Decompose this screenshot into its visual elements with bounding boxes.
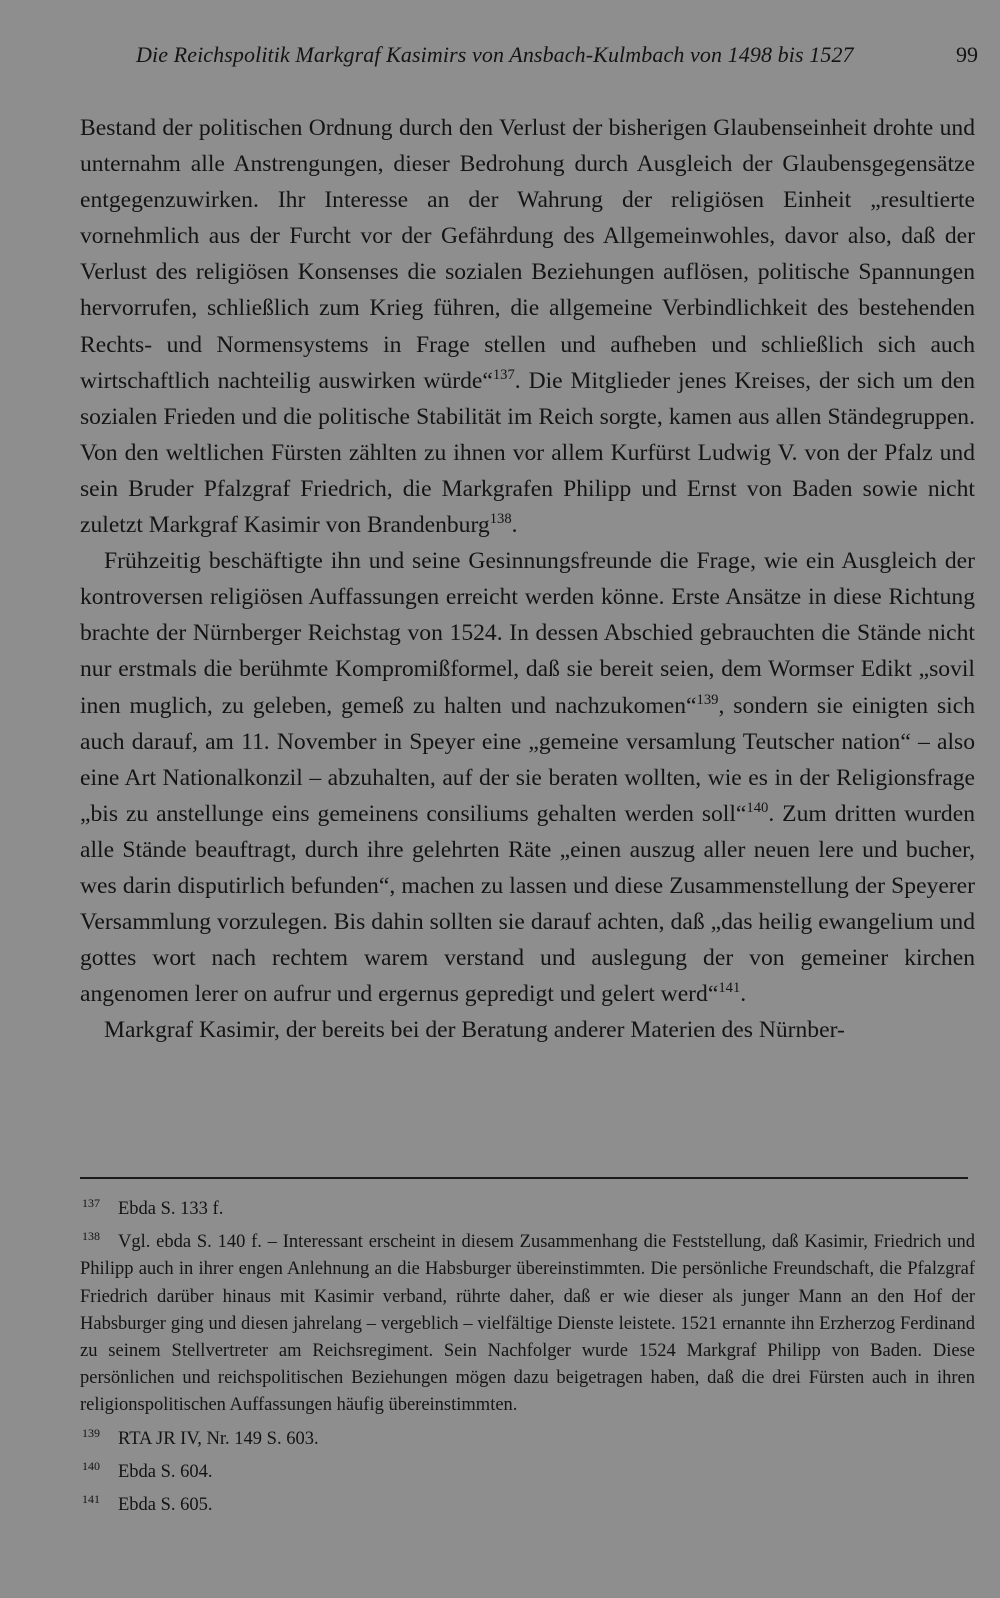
page-number: 99: [956, 42, 978, 67]
footnote-139: [80, 1420, 975, 1453]
page-header: [0, 36, 1000, 76]
footnote-number: 140: [82, 1458, 100, 1473]
footnote-138: [80, 1223, 975, 1419]
paragraph-1-text-b: . Die Mitglieder jenes Kreises, der sich um den sozialen Frieden und die politische Stabilität im Reich sorgte, kamen aus allen Ständegruppen. Von den weltlichen Fürsten zählten zu ihnen vor allem Kurfürst Ludwig V. von der Pfalz und sein Bruder Pfalzgraf Friedrich, die Markgrafen Philipp und Ernst von Baden sowie nicht zuletzt Markgraf Kasimir von Brandenburg: [80, 367, 975, 539]
footnote-ref-140[interactable]: 140: [746, 799, 769, 816]
body-text: [80, 110, 975, 1048]
footnote-140: [80, 1453, 975, 1486]
footnote-number: 141: [82, 1492, 100, 1507]
paragraph-1: [80, 110, 975, 543]
footnote-141: [80, 1486, 975, 1519]
paragraph-2-text-b: , sondern sie einigten sich auch darauf, am 11. November in Speyer eine „gemeine versamlung Teutscher nation“ – also eine Art Nationalkonzil – abzuhalten, auf der sie beraten wollten, wie es in der Religionsfrage „bis zu anstellunge eins gemeinens consiliums gehalten werden soll“: [80, 692, 975, 827]
paragraph-1-text-a: Bestand der politischen Ordnung durch den Verlust der bisherigen Glaubenseinheit drohte und unternahm alle Anstrengungen, dieser Bedrohung durch Ausgleich der Glaubensgegensätze entgegenzuwirken. Ihr Interesse an der Wahrung der religiösen Einheit „resultierte vornehmlich aus der Furcht vor der Gefährdung des Allgemeinwohles, davor also, daß der Verlust des religiösen Konsenses die sozialen Beziehungen auflösen, politische Spannungen hervorrufen, schließlich zum Krieg führen, die allgemeine Verbindlichkeit des bestehenden Rechts- und Normensystems in Frage stellen und aufheben und schließlich sich auch wirtschaftlich nachteilig auswirken würde“: [80, 115, 975, 394]
footnote-ref-138[interactable]: 138: [489, 511, 512, 528]
footnote-number: 137: [82, 1196, 100, 1210]
footnotes: [80, 1190, 975, 1519]
footnote-text: Vgl. ebda S. 140 f. – Interessant erscheint in diesem Zusammenhang die Feststellung, daß Kasimir, Friedrich und Philipp auch in ihrer engen Anlehnung an die Habsburger übereinstimmten. Die persönliche Freundschaft, die Pfalzgraf Friedrich darüber hinaus mit Kasimir verband, rührte daher, daß er wie dieser als junger Mann an den Hof der Habsburger ging und diesen jahrelang – vergeblich – vielfältige Dienste leistete. 1521 ernannte ihn Erzherzog Ferdinand zu seinem Stellvertreter am Reichsregiment. Sein Nachfolger wurde 1524 Markgraf Philipp von Baden. Diese persönlichen und reichspolitischen Beziehungen mögen dazu beigetragen haben, daß die drei Fürsten auch in ihren religionspolitischen Auffassungen häufig übereinstimmten.: [80, 1232, 975, 1416]
paragraph-3: [80, 1012, 975, 1048]
footnote-text: Ebda S. 604.: [118, 1461, 213, 1482]
paragraph-2-text-d: .: [740, 981, 747, 1008]
footnote-number: 138: [82, 1229, 100, 1244]
footnote-ref-141[interactable]: 141: [718, 980, 741, 997]
paragraph-2-text-c: . Zum dritten wurden alle Stände beauftragt, durch ihre gelehrten Räte „einen auszug aller neuen lere und bucher, wes darin disputirlich befunden“, machen zu lassen und diese Zusammenstellung der Speyerer Versammlung vorzulegen. Bis dahin sollten sie darauf achten, daß „das heilig ewangelium und gottes wort nach rechtem warem verstand und auslegung der von gemeiner kirchen angenomen lerer on aufrur und ergernus gepredigt und gelert werd“: [80, 800, 975, 1008]
footnote-separator: [80, 1177, 968, 1179]
footnote-text: RTA JR IV, Nr. 149 S. 603.: [118, 1428, 319, 1449]
footnote-137: [80, 1190, 975, 1223]
paragraph-3-text: Markgraf Kasimir, der bereits bei der Beratung anderer Materien des Nürnber-: [104, 1017, 845, 1044]
paragraph-2-text-a: Frühzeitig beschäftigte ihn und seine Gesinnungsfreunde die Frage, wie ein Ausgleich der kontroversen religiösen Auffassungen erreicht werden könne. Erste Ansätze in diese Richtung brachte der Nürnberger Reichstag von 1524. In dessen Abschied gebrauchten die Stände nicht nur erstmals die berühmte Kompromißformel, daß sie bereit seien, dem Wormser Edikt „sovil inen muglich, zu geleben, gemeß zu halten und nachzukomen“: [80, 548, 975, 719]
running-title: Die Reichspolitik Markgraf Kasimirs von Ansbach-Kulmbach von 1498 bis 1527: [136, 42, 854, 67]
paragraph-2: [80, 543, 975, 1012]
footnote-ref-137[interactable]: 137: [492, 366, 515, 383]
footnote-text: Ebda S. 133 f.: [118, 1199, 224, 1219]
paragraph-1-text-c: .: [511, 512, 518, 539]
footnote-ref-139[interactable]: 139: [696, 691, 719, 708]
footnote-number: 139: [82, 1425, 100, 1440]
footnote-text: Ebda S. 605.: [118, 1495, 213, 1516]
